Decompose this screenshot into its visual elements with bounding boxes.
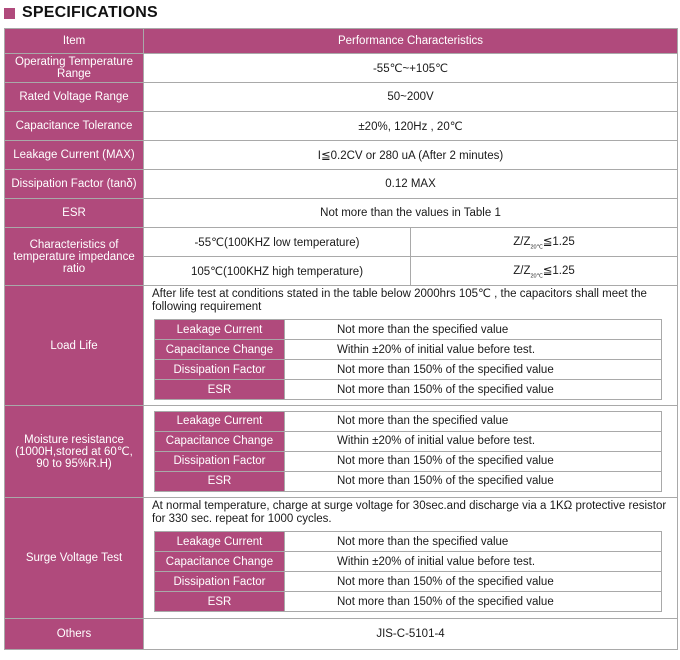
subtable-row [155,552,662,572]
sub-value: Not more than 150% of the specified value [285,592,662,612]
row-others [5,619,678,650]
sub-value: Not more than the specified value [285,532,662,552]
sub-label: Capacitance Change [155,552,285,572]
header-item: Item [5,29,144,54]
row-label: Moisture resistance (1000H,stored at 60℃, 90 to 95%R.H) [5,406,144,498]
sub-value: Not more than 150% of the specified value [285,380,662,400]
ratio-prefix: Z/Z [513,235,531,248]
row-capacitance-tolerance [5,112,678,141]
subtable-row [155,411,662,431]
row-label: Dissipation Factor (tanδ) [5,170,144,199]
impedance-high-ratio [411,257,678,286]
sub-label: Capacitance Change [155,431,285,451]
sub-value: Within ±20% of initial value before test. [285,340,662,360]
row-operating-temperature [5,54,678,83]
row-moisture-resistance [5,406,678,498]
sub-label: Leakage Current [155,411,285,431]
sub-value: Within ±20% of initial value before test. [285,552,662,572]
sub-label: Dissipation Factor [155,360,285,380]
sub-value: Not more than 150% of the specified value [285,572,662,592]
impedance-low-ratio [411,228,678,257]
impedance-high-condition: 105℃(100KHZ high temperature) [144,257,411,286]
row-rated-voltage [5,83,678,112]
subtable-row [155,471,662,491]
ratio-prefix: Z/Z [513,264,531,277]
sub-value: Not more than 150% of the specified value [285,451,662,471]
sub-label: ESR [155,592,285,612]
table-header-row [5,29,678,54]
subtable-row [155,431,662,451]
row-label: Characteristics of temperature impedance ratio [5,228,144,286]
specifications-table [4,28,678,650]
row-esr [5,199,678,228]
ratio-suffix: ≦1.25 [542,235,575,248]
subtable-row [155,572,662,592]
row-value: 0.12 MAX [144,170,678,199]
row-label: Leakage Current (MAX) [5,141,144,170]
row-value: Not more than the values in Table 1 [144,199,678,228]
subtable-row [155,340,662,360]
section-heading [4,2,158,24]
row-value [144,498,678,619]
bullet-square-icon [4,8,15,19]
subtable-row [155,320,662,340]
subtable-row [155,380,662,400]
row-label: Rated Voltage Range [5,83,144,112]
row-label: Operating Temperature Range [5,54,144,83]
header-performance: Performance Characteristics [144,29,678,54]
row-value [144,286,678,406]
subtable-row [155,532,662,552]
sub-value: Not more than 150% of the specified value [285,471,662,491]
moisture-subtable [154,411,662,492]
row-dissipation-factor [5,170,678,199]
sub-label: ESR [155,471,285,491]
sub-label: ESR [155,380,285,400]
sub-value: Not more than the specified value [285,411,662,431]
sub-value: Not more than the specified value [285,320,662,340]
load-life-description: After life test at conditions stated in the table below 2000hrs 105℃ , the capacitors shall meet the following requirement [152,288,647,313]
row-value: JIS-C-5101-4 [144,619,678,650]
row-surge-voltage [5,498,678,619]
sub-label: Capacitance Change [155,340,285,360]
surge-description: At normal temperature, charge at surge voltage for 30sec.and discharge via a 1KΩ protective resistor for 330 sec. repeat for 1000 cycles. [152,500,667,525]
row-value: I≦0.2CV or 280 uA (After 2 minutes) [144,141,678,170]
row-label: Surge Voltage Test [5,498,144,619]
sub-value: Within ±20% of initial value before test. [285,431,662,451]
subtable-row [155,592,662,612]
row-leakage-current [5,141,678,170]
ratio-subscript: 20℃ [530,273,543,280]
row-value [144,406,678,498]
row-label: Load Life [5,286,144,406]
row-label: Capacitance Tolerance [5,112,144,141]
sub-label: Dissipation Factor [155,572,285,592]
row-value: -55℃~+105℃ [144,54,678,83]
ratio-subscript: 20℃ [530,244,543,251]
row-value: 50~200V [144,83,678,112]
ratio-suffix: ≦1.25 [542,264,575,277]
page-title: SPECIFICATIONS [22,4,158,21]
row-load-life [5,286,678,406]
row-value: ±20%, 120Hz , 20℃ [144,112,678,141]
sub-label: Leakage Current [155,320,285,340]
load-life-subtable [154,319,662,400]
row-label: ESR [5,199,144,228]
sub-value: Not more than 150% of the specified value [285,360,662,380]
subtable-row [155,451,662,471]
impedance-low-condition: -55℃(100KHZ low temperature) [144,228,411,257]
surge-subtable [154,531,662,612]
subtable-row [155,360,662,380]
row-impedance-low [5,228,678,257]
sub-label: Dissipation Factor [155,451,285,471]
row-label: Others [5,619,144,650]
sub-label: Leakage Current [155,532,285,552]
